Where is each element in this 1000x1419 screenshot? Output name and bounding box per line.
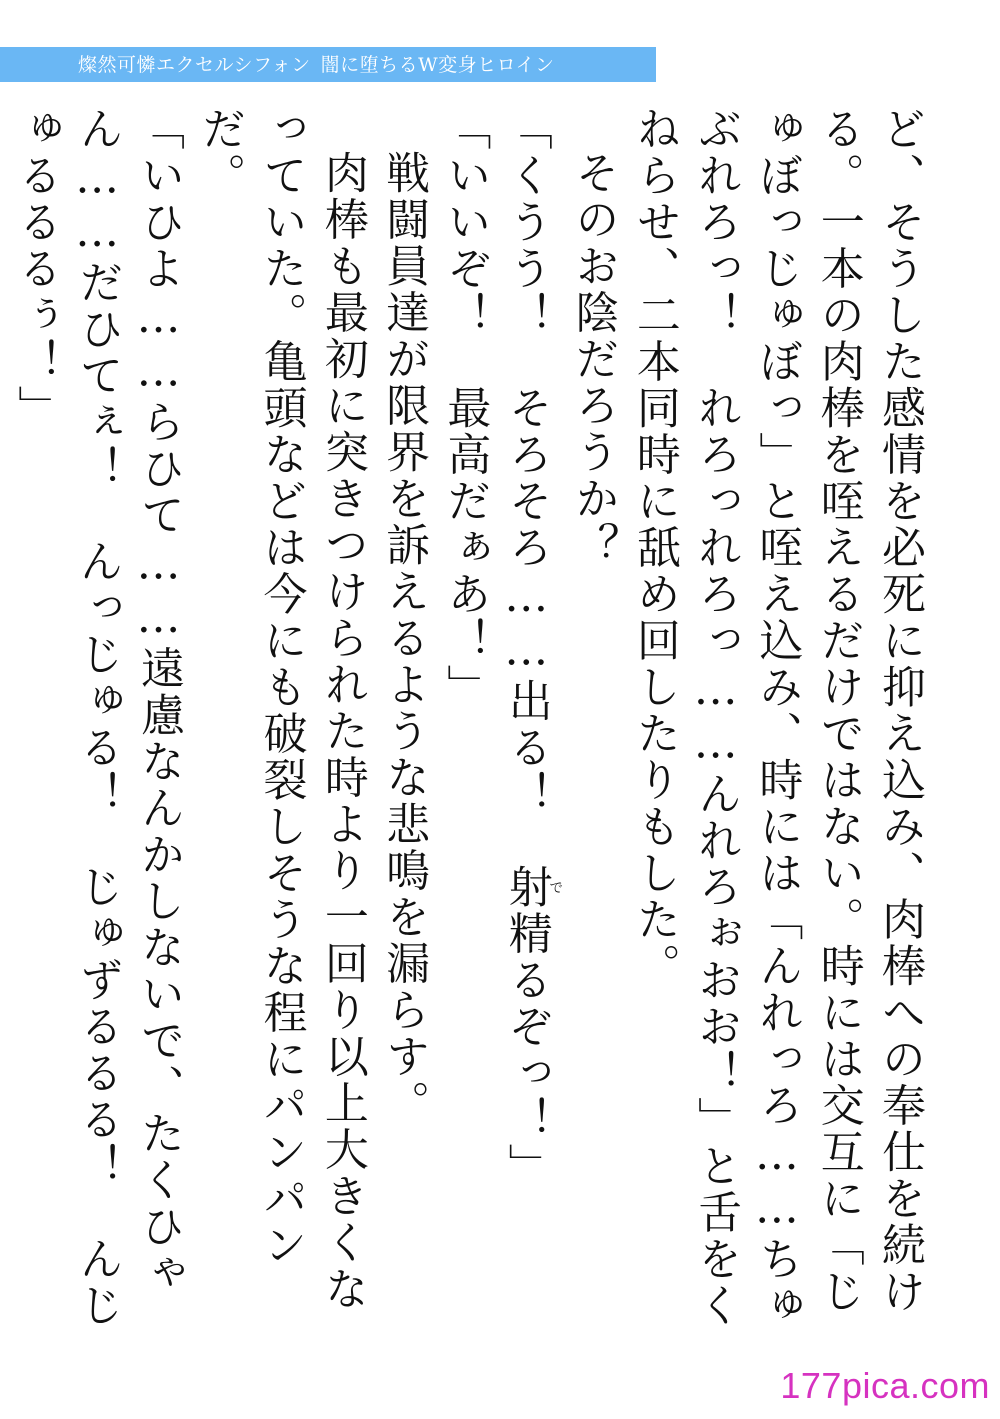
book-title: 燦然可憐エクセルシフォン: [78, 54, 311, 76]
ruby-reading: で: [547, 864, 564, 911]
paragraph-2: そのお陰だろうか？: [567, 150, 619, 569]
dialogue-segment: 「くうう！ そろそろ……出る！: [500, 106, 552, 864]
paragraph-7: 「いひよ……らひて……遠慮なんかしないで、たくひゃん……だひてぇ！ んっじゅる！ じゅずるるる！ んじゅるるるぅ！」: [10, 106, 184, 1329]
book-subtitle: 闇に堕ちるW変身ヒロイン: [320, 54, 555, 76]
ruby-base: 射: [500, 864, 552, 911]
dialogue-segment-end: 精るぞっ！」: [500, 910, 552, 1190]
running-header-text: [78, 53, 555, 77]
paragraph-6: 肉棒も最初に突きつけられた時より一回り以上大きくなっていた。亀頭などは今にも破裂しそうな程にパンパンだ。: [194, 106, 368, 1313]
paragraph-8: [0, 106, 5, 1346]
running-header: [0, 47, 656, 82]
paragraph-3: [495, 106, 562, 1346]
paragraph-5: 戦闘員達が限界を訴えるような悲鳴を漏らす。: [378, 150, 430, 1127]
vertical-body-text: [0, 106, 930, 1346]
furigana-ruby: [500, 864, 564, 911]
paragraph-4: 「いいぞ！ 最高だぁあ！」: [439, 106, 491, 711]
paragraph-1: ど、そうした感情を必死に抑え込み、肉棒への奉仕を続ける。一本の肉棒を咥えるだけではない。時には交互に「じゅぼっじゅぼっ」と咥え込み、時には「んれっろ……ちゅぶれろっ！ れろっれろっ……んれろぉおお！」と舌をくねらせ、二本同時に舐め回したりもした。: [628, 106, 925, 1329]
watermark: 177pica.com: [780, 1365, 990, 1406]
